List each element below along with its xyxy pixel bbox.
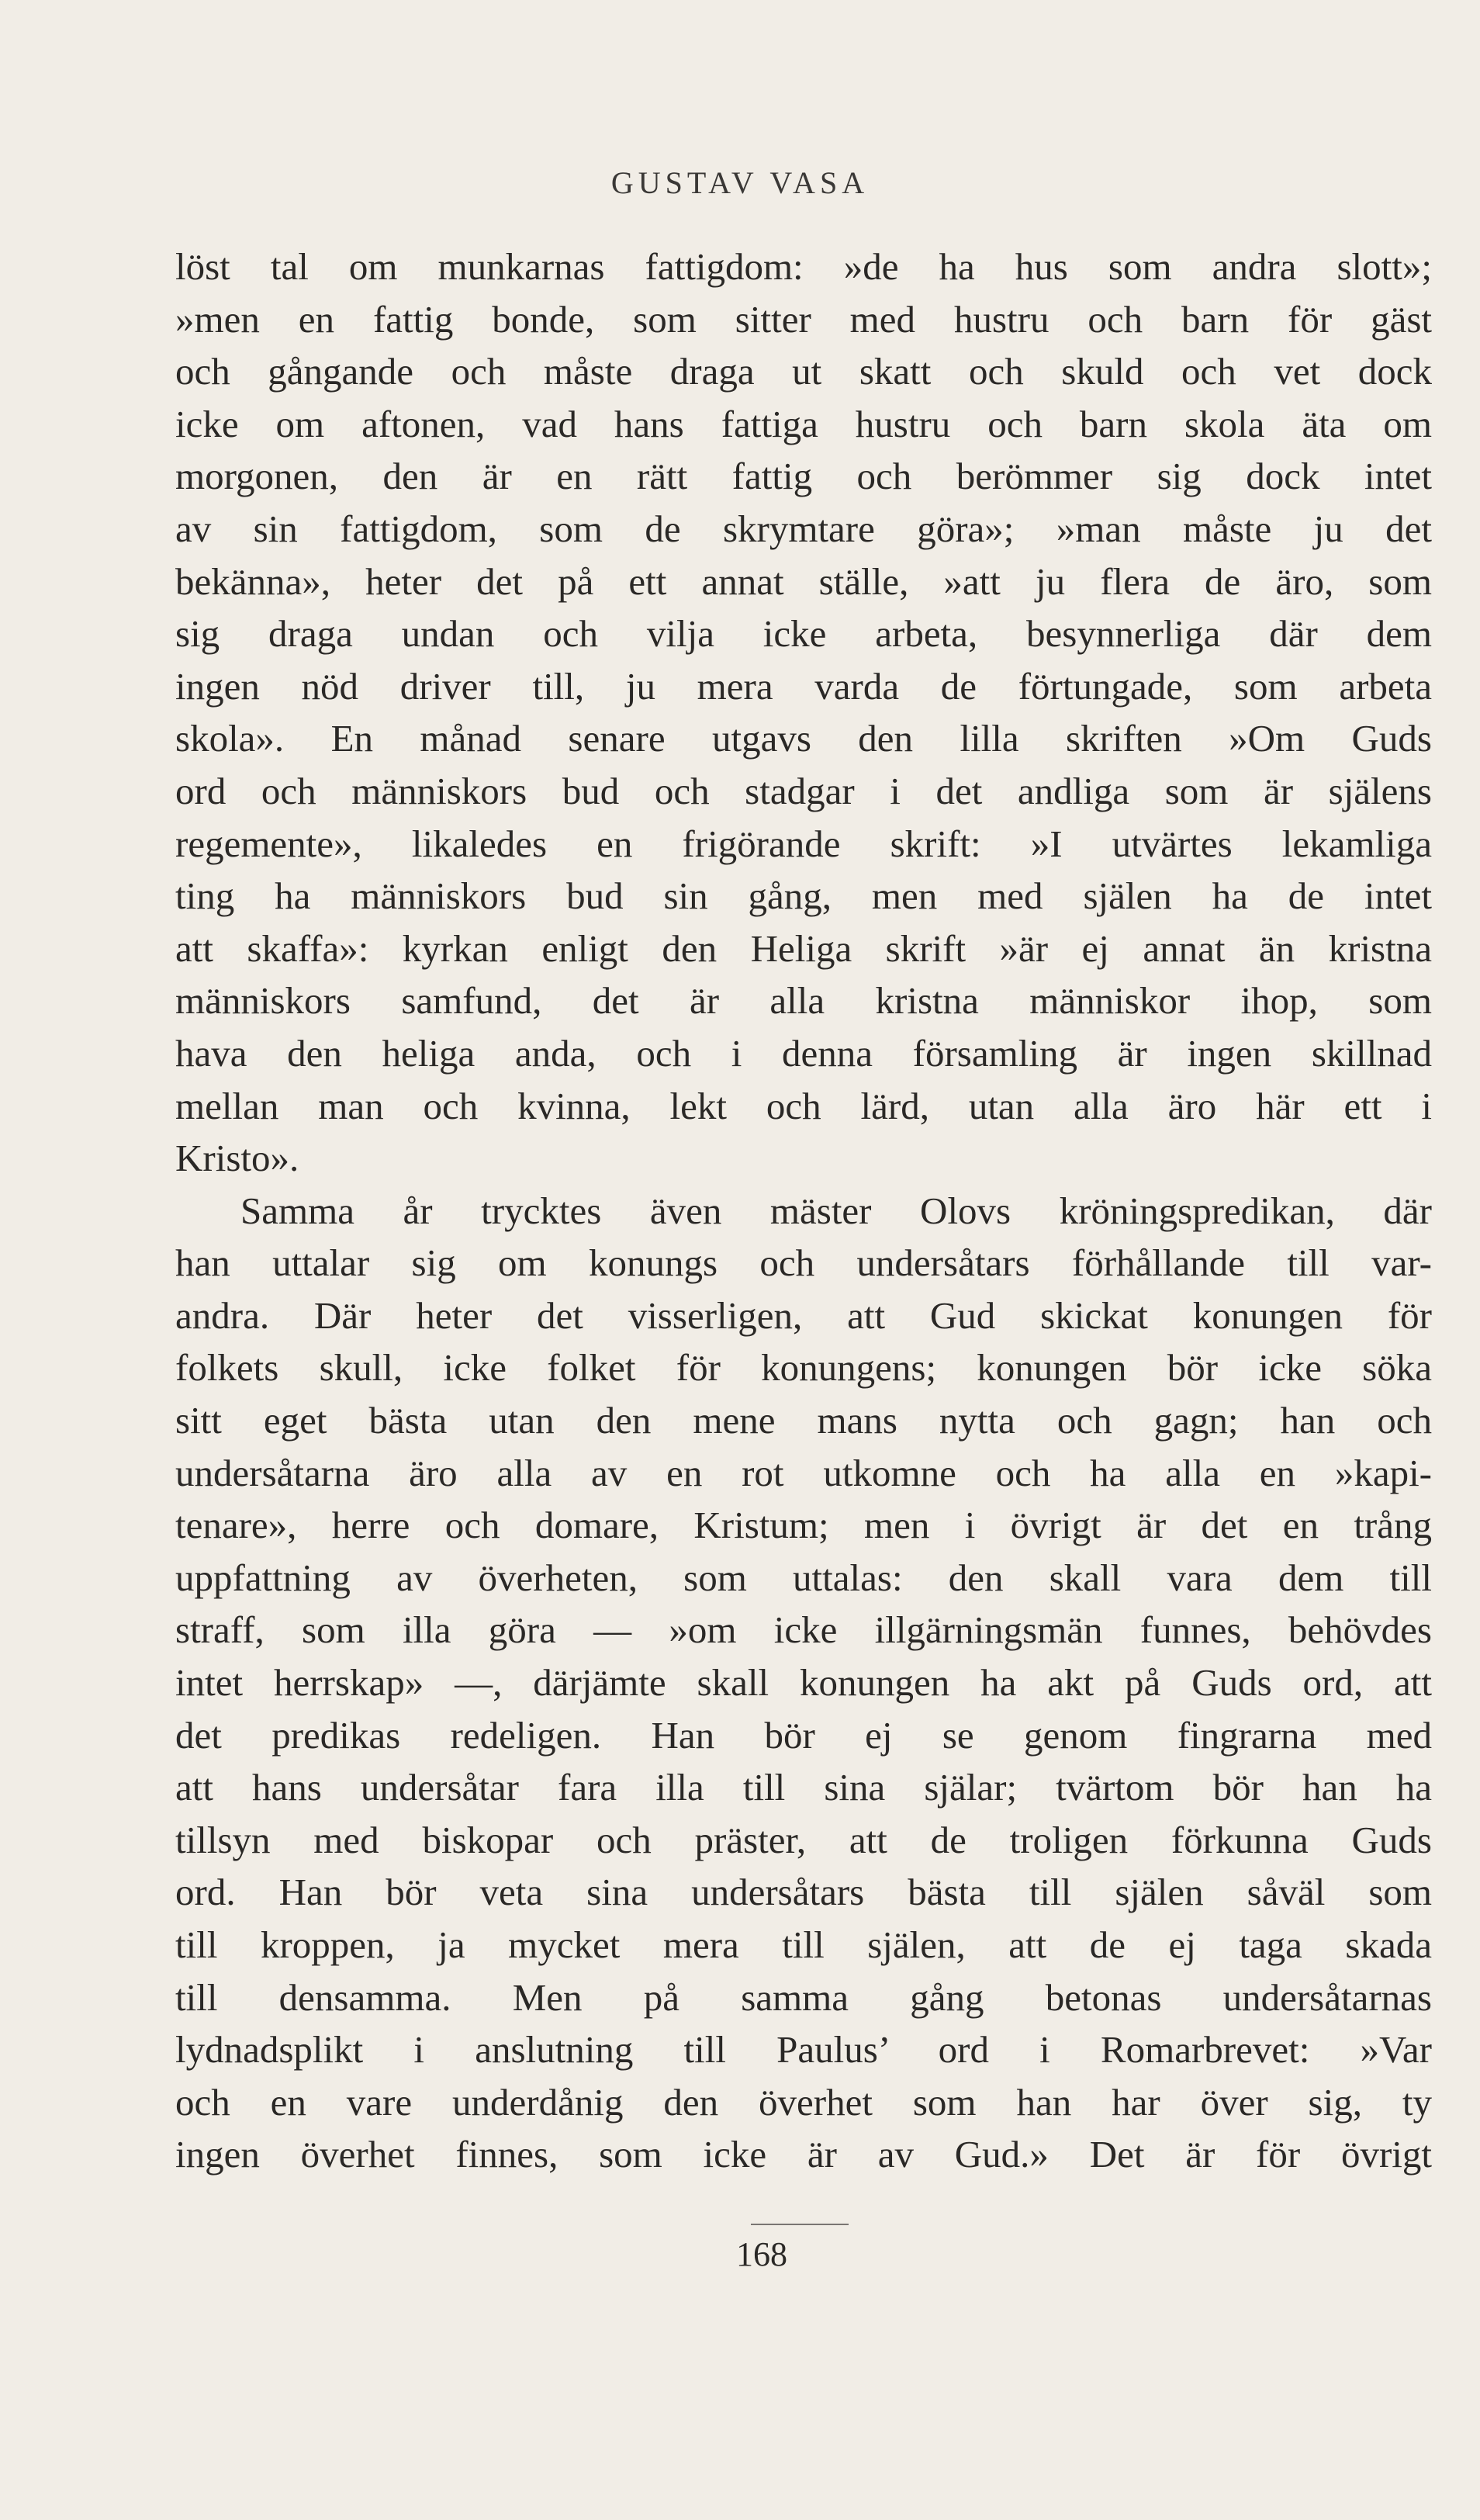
- text-line: sig draga undan och vilja icke arbeta, besynnerliga där dem: [175, 612, 1432, 656]
- text-line: löst tal om munkarnas fattigdom: »de ha hus som andra slott»;: [175, 245, 1432, 288]
- text-line: folkets skull, icke folket för konungens; konungen bör icke söka: [175, 1346, 1432, 1390]
- text-line: »men en fattig bonde, som sitter med hustru och barn för gäst: [175, 297, 1432, 341]
- text-line: andra. Där heter det visserligen, att Gud skickat konungen för: [175, 1293, 1432, 1337]
- body-text: [175, 241, 1432, 2181]
- text-line: Samma år trycktes även mäster Olovs kröningspredikan, där: [240, 1189, 1432, 1232]
- text-line: tillsyn med biskopar och präster, att de troligen förkunna Guds: [175, 1818, 1432, 1861]
- text-line: till densamma. Men på samma gång betonas undersåtarnas: [175, 1975, 1432, 2019]
- text-line: ord och människors bud och stadgar i det andliga som är själens: [175, 769, 1432, 812]
- text-line: det predikas redeligen. Han bör ej se genom fingrarna med: [175, 1713, 1432, 1757]
- text-line: straff, som illa göra — »om icke illgärningsmän funnes, behövdes: [175, 1608, 1432, 1652]
- text-line: att skaffa»: kyrkan enligt den Heliga skrift »är ej annat än kristna: [175, 926, 1432, 970]
- text-line: människors samfund, det är alla kristna människor ihop, som: [175, 979, 1432, 1023]
- text-line: morgonen, den är en rätt fattig och berömmer sig dock intet: [175, 455, 1432, 498]
- text-line: och gångande och måste draga ut skatt och skuld och vet dock: [175, 350, 1432, 393]
- text-line: Kristo».: [175, 1137, 299, 1180]
- text-line: sitt eget bästa utan den mene mans nytta och gagn; han och: [175, 1399, 1432, 1442]
- text-line: av sin fattigdom, som de skrymtare göra»; »man måste ju det: [175, 507, 1432, 550]
- running-head: GUSTAV VASA: [610, 165, 870, 200]
- text-line: intet herrskap» —, därjämte skall konungen ha akt på Guds ord, att: [175, 1661, 1432, 1705]
- text-line: ting ha människors bud sin gång, men med själen ha de intet: [175, 874, 1432, 918]
- text-line: och en vare underdånig den överhet som han har över sig, ty: [175, 2080, 1432, 2124]
- text-line: uppfattning av överheten, som uttalas: den skall vara dem till: [175, 1556, 1432, 1599]
- text-line: ord. Han bör veta sina undersåtars bästa till själen såväl som: [175, 1871, 1432, 1914]
- page-number: 168: [736, 2235, 787, 2273]
- text-line: mellan man och kvinna, lekt och lärd, utan alla äro här ett i: [175, 1084, 1432, 1127]
- text-line: ingen överhet finnes, som icke är av Gud.» Det är för övrigt: [175, 2133, 1432, 2176]
- text-line: lydnadsplikt i anslutning till Paulus’ ord i Romarbrevet: »Var: [175, 2028, 1432, 2072]
- text-line: icke om aftonen, vad hans fattiga hustru och barn skola äta om: [175, 402, 1432, 445]
- text-line: regemente», likaledes en frigörande skrift: »I utvärtes lekamliga: [175, 822, 1432, 865]
- text-line: undersåtarna äro alla av en rot utkomne och ha alla en »kapi-: [175, 1451, 1432, 1494]
- text-line: till kroppen, ja mycket mera till själen, att de ej taga skada: [175, 1923, 1432, 1966]
- folio-rule: [751, 2224, 849, 2225]
- text-line: ingen nöd driver till, ju mera varda de förtungade, som arbeta: [175, 664, 1432, 708]
- text-line: han uttalar sig om konungs och undersåtars förhållande till var-: [175, 1241, 1432, 1285]
- text-line: skola». En månad senare utgavs den lilla skriften »Om Guds: [175, 717, 1432, 760]
- text-line: bekänna», heter det på ett annat ställe, »att ju flera de äro, som: [175, 559, 1432, 603]
- text-line: tenare», herre och domare, Kristum; men i övrigt är det en trång: [175, 1504, 1432, 1547]
- text-line: hava den heliga anda, och i denna församling är ingen skillnad: [175, 1031, 1432, 1075]
- text-line: att hans undersåtar fara illa till sina själar; tvärtom bör han ha: [175, 1766, 1432, 1809]
